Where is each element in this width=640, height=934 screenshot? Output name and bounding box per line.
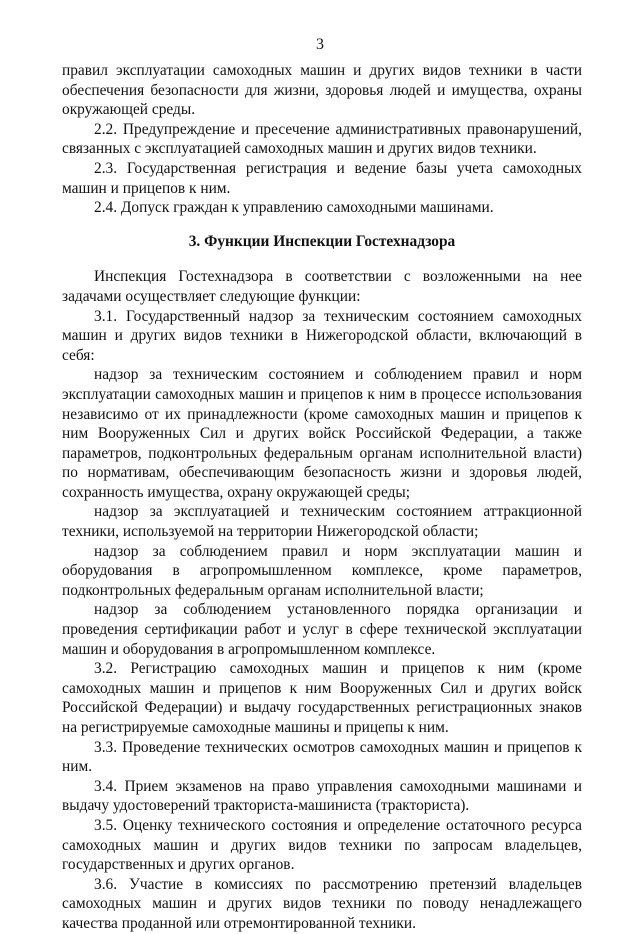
- paragraph-3-1-item-3: надзор за соблюдением правил и норм эксплуатации машин и оборудования в агропромышленном комплексе, кроме параметров, подконтрольных федеральным органам исполнительной власти;: [62, 542, 582, 599]
- paragraph-3-3: 3.3. Проведение технических осмотров самоходных машин и прицепов к ним.: [62, 738, 582, 776]
- paragraph-3-1-item-1: надзор за техническим состоянием и соблюдением правил и норм эксплуатации самоходных машин и прицепов к ним в процессе использования независимо от их принадлежности (кроме самоходных машин и прицепов к ним Вооруженных Сил и других войск Российской Федерации, а также параметров, подконтрольных федеральным органам исполнительной власти) по нормативам, обеспечивающим безопасность жизни и здоровья людей, сохранность имущества, охрану окружающей среды;: [62, 366, 582, 501]
- paragraph-2-4: 2.4. Допуск граждан к управлению самоходными машинами.: [94, 199, 494, 217]
- paragraph-continuation: правил эксплуатации самоходных машин и других видов техники в части обеспечения безопасности для жизни, здоровья людей и имущества, охраны окружающей среды.: [62, 62, 582, 119]
- paragraph-3-2: 3.2. Регистрацию самоходных машин и прицепов к ним (кроме самоходных машин и прицепов к ним Вооруженных Сил и других войск Российской Федерации) и выдачу государственных регистрационных знаков на регистрируемые самоходные машины и прицепы к ним.: [62, 660, 582, 736]
- paragraph-3-1: 3.1. Государственный надзор за техническим состоянием самоходных машин и других видов техники в Нижегородской области, включающий в себя:: [62, 307, 582, 364]
- section-heading: 3. Функции Инспекции Гостехнадзора: [188, 232, 456, 250]
- document-body: [62, 61, 582, 934]
- paragraph-3-1-item-2: надзор за эксплуатацией и техническим состоянием аттракционной техники, используемой на территории Нижегородской области;: [62, 503, 582, 541]
- paragraph-2-2: 2.2. Предупреждение и пресечение административных правонарушений, связанных с эксплуатацией самоходных машин и других видов техники.: [62, 120, 582, 158]
- paragraph-3-4: 3.4. Прием экзаменов на право управления самоходными машинами и выдачу удостоверений тракториста-машиниста (тракториста).: [62, 777, 582, 815]
- paragraph-3-1-item-4: надзор за соблюдением установленного порядка организации и проведения сертификации работ и услуг в сфере технической эксплуатации машин и оборудования в агропромышленном комплексе.: [62, 601, 582, 658]
- page-number: 3: [316, 36, 324, 53]
- paragraph-intro: Инспекция Гостехнадзора в соответствии с возложенными на нее задачами осуществляет следующие функции:: [62, 268, 582, 305]
- paragraph-3-5: 3.5. Оценку технического состояния и определение остаточного ресурса самоходных машин и других видов техники по запросам владельцев, государственных и других органов.: [62, 816, 582, 874]
- paragraph-3-6: 3.6. Участие в комиссиях по рассмотрению претензий владельцев самоходных машин и других видов техники по поводу ненадлежащего качества проданной или отремонтированной техники.: [62, 875, 582, 932]
- paragraph-2-3: 2.3. Государственная регистрация и ведение базы учета самоходных машин и прицепов к ним.: [62, 159, 582, 197]
